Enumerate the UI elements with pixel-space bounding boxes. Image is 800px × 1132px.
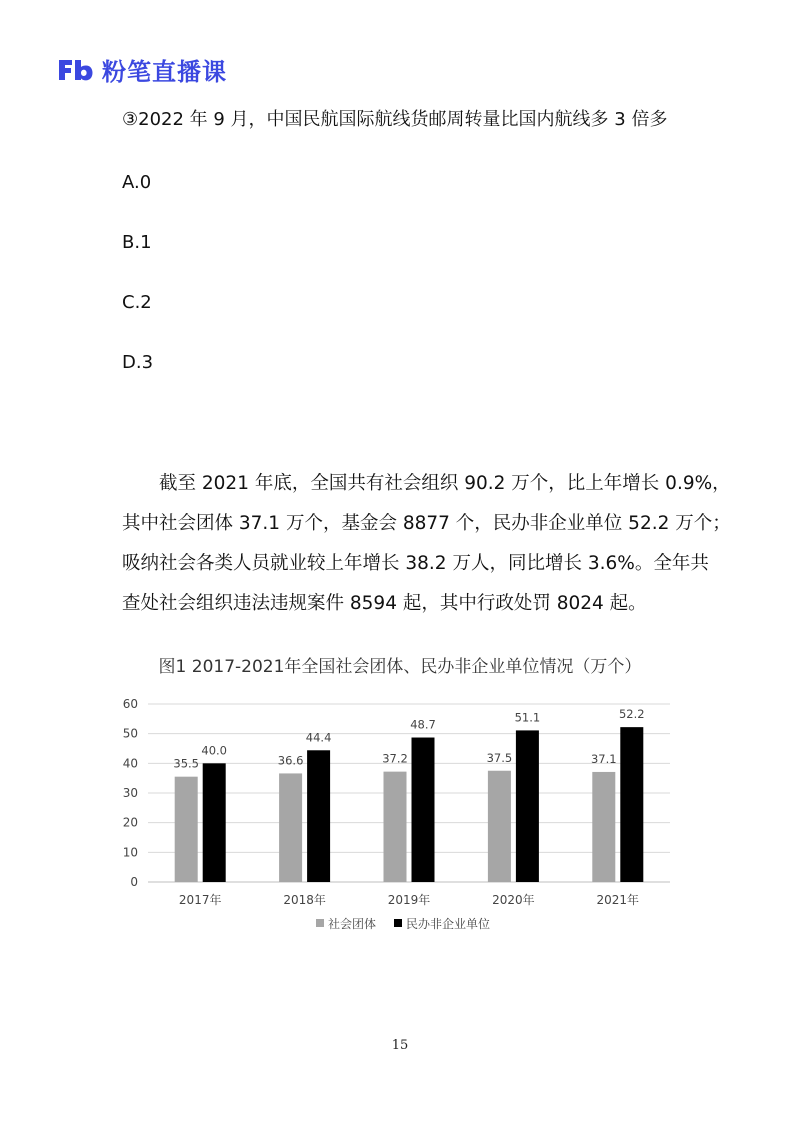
data-label: 52.2: [618, 707, 645, 722]
x-tick-label: 2019年: [387, 893, 431, 907]
passage: [122, 464, 731, 624]
data-label: 48.7: [410, 717, 436, 732]
x-tick-label: 2018年: [283, 893, 326, 907]
bar-minban-feiqiye: [516, 730, 539, 882]
y-tick-label: 0: [130, 875, 138, 889]
option-d: D.3: [122, 352, 154, 373]
chart-title: 图1 2017-2021年全国社会团体、民办非企业单位情况（万个）: [158, 657, 642, 677]
fb-logo-icon: [56, 57, 94, 83]
passage-line: 其中社会团体 37.1 万个，基金会 8877 个，民办非企业单位 52.2 万个；: [122, 513, 731, 534]
data-label: 36.6: [277, 753, 304, 768]
bar-shehui-tuanti: [384, 772, 407, 882]
bar-shehui-tuanti: [592, 772, 615, 882]
bar-shehui-tuanti: [488, 771, 511, 882]
data-label: 37.1: [590, 751, 617, 766]
option-c: C.2: [122, 292, 152, 313]
option-b: B.1: [122, 232, 152, 253]
legend-label: 社会团体: [328, 917, 377, 931]
y-tick-label: 20: [122, 815, 138, 830]
legend-swatch: [316, 919, 324, 927]
brand-name: 粉笔直播课: [102, 58, 227, 86]
y-tick-label: 50: [122, 726, 138, 741]
data-label: 37.5: [486, 750, 513, 765]
passage-line: 吸纳社会各类人员就业较上年增长 38.2 万人，同比增长 3.6%。全年共: [122, 553, 709, 574]
data-label: 44.4: [305, 730, 332, 745]
page-number: 15: [391, 1038, 409, 1053]
x-tick-label: 2020年: [492, 893, 535, 907]
y-tick-label: 40: [122, 756, 138, 771]
data-label: 35.5: [173, 756, 200, 771]
legend-swatch: [394, 919, 402, 927]
option-a: A.0: [122, 172, 152, 193]
bar-minban-feiqiye: [620, 727, 643, 882]
bar-shehui-tuanti: [279, 773, 302, 882]
x-tick-label: 2017年: [178, 893, 222, 907]
data-label: 51.1: [514, 710, 541, 725]
bar-minban-feiqiye: [412, 738, 435, 882]
y-tick-label: 60: [122, 697, 138, 711]
passage-line: 截至 2021 年底，全国共有社会组织 90.2 万个，比上年增长 0.9%，: [159, 473, 731, 494]
y-tick-label: 30: [122, 786, 138, 800]
bar-shehui-tuanti: [175, 777, 198, 882]
x-tick-label: 2021年: [596, 893, 640, 907]
bar-chart: [110, 692, 690, 952]
brand-logo: [56, 52, 227, 87]
data-label: 40.0: [201, 743, 228, 758]
passage-line: 查处社会组织违法违规案件 8594 起，其中行政处罚 8024 起。: [122, 593, 647, 614]
bar-minban-feiqiye: [307, 750, 330, 882]
data-label: 37.2: [382, 751, 408, 766]
legend-label: 民办非企业单位: [406, 917, 491, 931]
bar-minban-feiqiye: [203, 763, 226, 882]
question-statement: ③2022 年 9 月，中国民航国际航线货邮周转量比国内航线多 3 倍多: [122, 109, 668, 130]
y-tick-label: 10: [122, 845, 138, 860]
